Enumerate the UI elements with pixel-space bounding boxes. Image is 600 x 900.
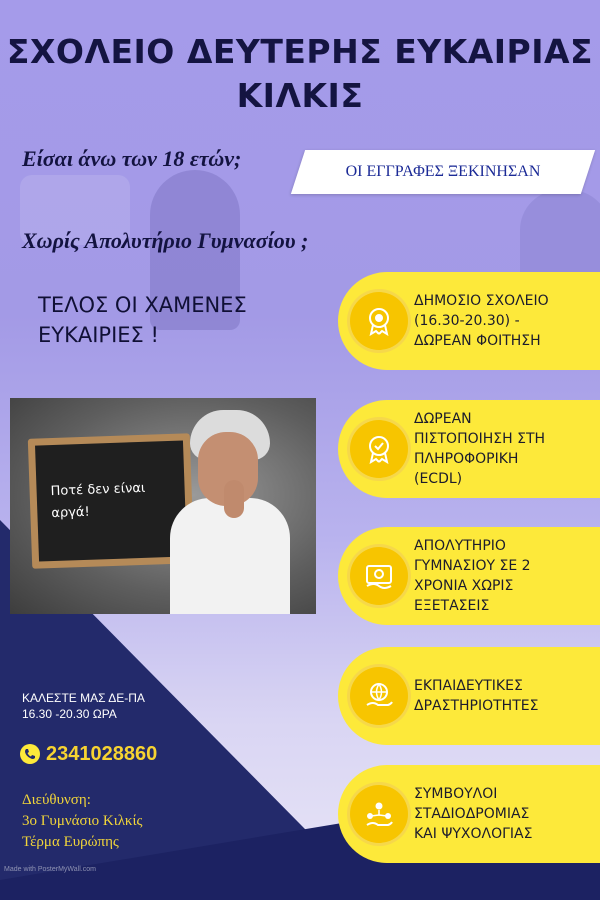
feature-card-activities [338,647,600,745]
chalkboard-text [50,477,175,525]
card-line: ΔΡΑΣΤΗΡΙΟΤΗΤΕΣ [414,698,539,714]
diploma-icon [350,547,408,605]
chalkboard-line-1: Ποτέ δεν είναι [50,480,146,500]
feature-card-counselors [338,765,600,863]
slogan-line-1: ΤΕΛΟΣ ΟΙ ΧΑΜΕΝΕΣ [38,293,247,317]
man-hand [224,480,244,518]
registrations-banner [291,150,595,194]
feature-card-ecdl [338,400,600,498]
card-line: (16.30-20.30) - [414,313,520,329]
old-man-chalkboard-photo [10,398,316,614]
card-line: ΕΞΕΤΑΣΕΙΣ [414,598,490,614]
card-line: ΣΥΜΒΟΥΛΟΙ [414,786,498,802]
award-badge-icon [350,292,408,350]
watermark: Made with PosterMyWall.com [4,866,96,873]
card-line: ΔΩΡΕΑΝ ΦΟΙΤΗΣΗ [414,333,541,349]
address-line-2: Τέρμα Ευρώπης [22,834,119,850]
question-diploma: Χωρίς Απολυτήριο Γυμνασίου ; [22,228,309,253]
people-network-icon [350,785,408,843]
feature-card-public-school [338,272,600,370]
call-hours-line-2: 16.30 -20.30 ΩΡΑ [22,707,117,721]
title-line-1: ΣΧΟΛΕΙΟ ΔΕΥΤΕΡΗΣ ΕΥΚΑΙΡΙΑΣ [6,32,594,71]
question-age: Είσαι άνω των 18 ετών; [22,146,242,171]
phone-number[interactable]: 2341028860 [46,743,158,765]
card-line: ΠΛΗΡΟΦΟΡΙΚΗ [414,451,519,467]
title-line-2: ΚΙΛΚΙΣ [236,76,364,115]
call-hours-line-1: ΚΑΛΕΣΤΕ ΜΑΣ ΔΕ-ΠΑ [22,691,145,705]
card-line: ΣΤΑΔΙΟΔΡΟΜΙΑΣ [414,806,530,822]
card-line: (ECDL) [414,471,463,487]
address-label: Διεύθυνση: [22,792,91,808]
card-line: ΠΙΣΤΟΠΟΙΗΣΗ ΣΤΗ [414,431,546,447]
card-line: ΧΡΟΝΙΑ ΧΩΡΙΣ [414,578,514,594]
card-line: ΔΩΡΕΑΝ [414,411,472,427]
address [22,790,142,853]
call-hours [22,690,145,722]
slogan [38,290,338,350]
globe-hand-icon [350,667,408,725]
certificate-badge-icon [350,420,408,478]
registrations-banner-text: ΟΙ ΕΓΓΡΑΦΕΣ ΞΕΚΙΝΗΣΑΝ [345,163,541,180]
slogan-line-2: ΕΥΚΑΙΡΙΕΣ ! [38,323,159,347]
feature-card-diploma [338,527,600,625]
card-line: ΕΚΠΑΙΔΕΥΤΙΚΕΣ [414,678,523,694]
card-line: ΑΠΟΛΥΤΗΡΙΟ [414,538,506,554]
address-line-1: 3ο Γυμνάσιο Κιλκίς [22,813,143,829]
phone-icon [20,744,40,764]
card-line: ΓΥΜΝΑΣΙΟΥ ΣΕ 2 [414,558,531,574]
card-line: ΚΑΙ ΨΥΧΟΛΟΓΙΑΣ [414,826,533,842]
card-line: ΔΗΜΟΣΙΟ ΣΧΟΛΕΙΟ [414,293,549,309]
chalkboard-line-2: αργά! [51,504,90,522]
